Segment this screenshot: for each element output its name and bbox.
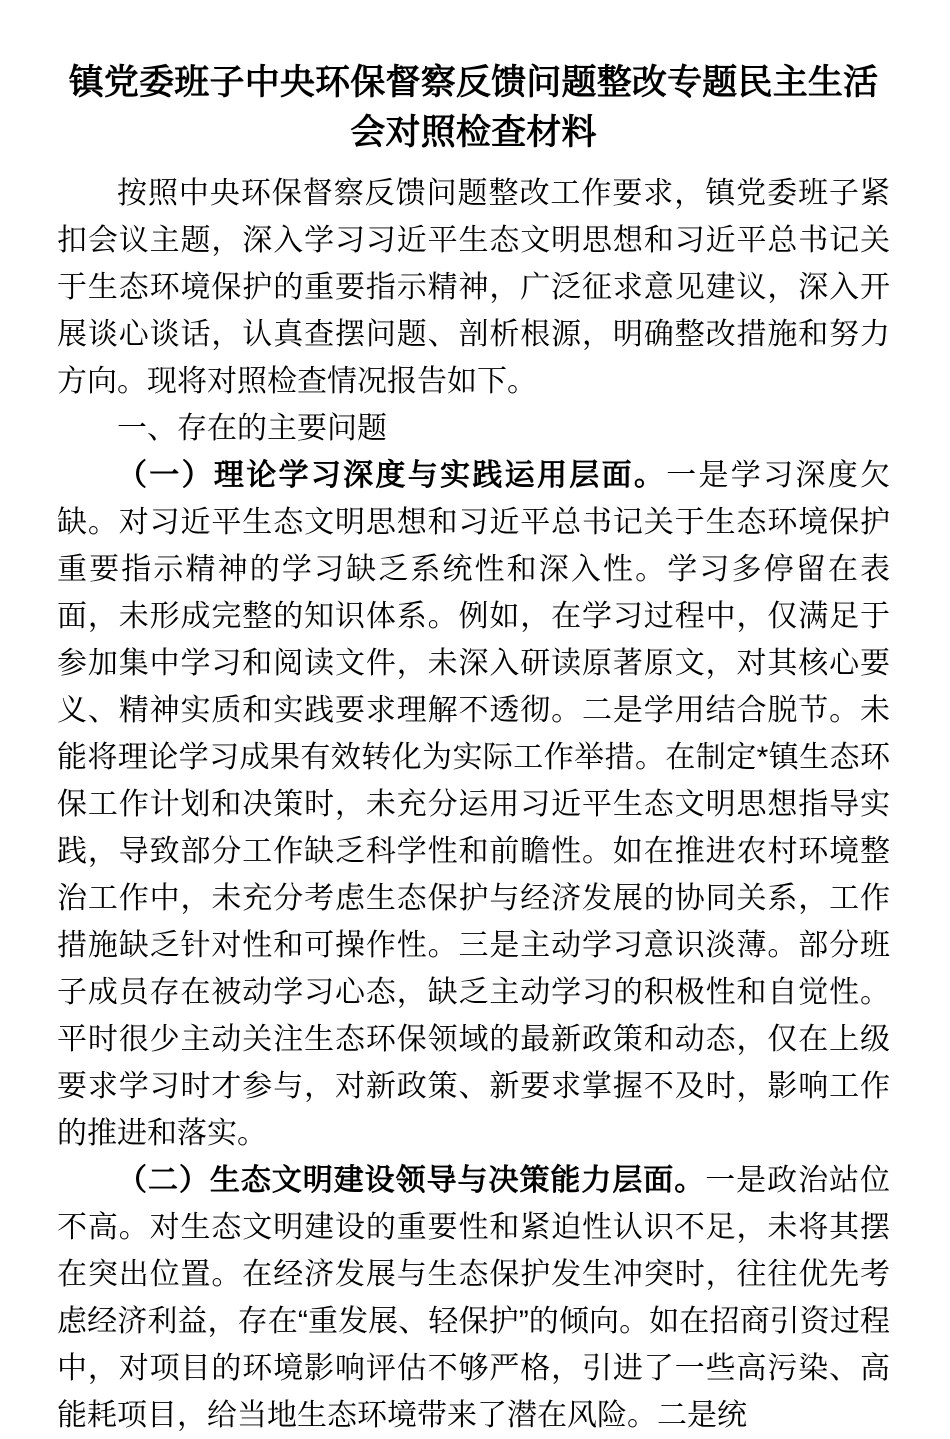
subsection-two-paragraph <box>57 1157 890 1439</box>
subsection-two-body: 一是政治站位不高。对生态文明建设的重要性和紧迫性认识不足，未将其摆在突出位置。在经济发展与生态保护发生冲突时，往往优先考虑经济利益，存在“重发展、轻保护”的倾向。如在招商引资过程中，对项目的环境影响评估不够严格，引进了一些高污染、高能耗项目，给当地生态环境带来了潜在风险。二是统 <box>57 1164 891 1432</box>
intro-paragraph: 按照中央环保督察反馈问题整改工作要求，镇党委班子紧扣会议主题，深入学习习近平生态文明思想和习近平总书记关于生态环境保护的重要指示精神，广泛征求意见建议，深入开展谈心谈话，认真查摆问题、剖析根源，明确整改措施和努力方向。现将对照检查情况报告如下。 <box>57 177 890 398</box>
section-heading-one: 一、存在的主要问题 <box>117 412 387 445</box>
subsection-one-paragraph <box>57 452 890 1157</box>
subsection-two-lead: （二）生态文明建设领导与决策能力层面。 <box>117 1164 706 1197</box>
subsection-one-body: 一是学习深度欠缺。对习近平生态文明思想和习近平总书记关于生态环境保护重要指示精神的学习缺乏系统性和深入性。学习多停留在表面，未形成完整的知识体系。例如，在学习过程中，仅满足于参加集中学习和阅读文件，未深入研读原著原文，对其核心要义、精神实质和实践要求理解不透彻。二是学用结合脱节。未能将理论学习成果有效转化为实际工作举措。在制定*镇生态环保工作计划和决策时，未充分运用习近平生态文明思想指导实践，导致部分工作缺乏科学性和前瞻性。如在推进农村环境整治工作中，未充分考虑生态保护与经济发展的协同关系，工作措施缺乏针对性和可操作性。三是主动学习意识淡薄。部分班子成员存在被动学习心态，缺乏主动学习的积极性和自觉性。平时很少主动关注生态环保领域的最新政策和动态，仅在上级要求学习时才参与，对新政策、新要求掌握不及时，影响工作的推进和落实。 <box>57 459 891 1150</box>
subsection-one-lead: （一）理论学习深度与实践运用层面。 <box>117 459 667 492</box>
page-title: 镇党委班子中央环保督察反馈问题整改专题民主生活会对照检查材料 <box>68 63 879 152</box>
